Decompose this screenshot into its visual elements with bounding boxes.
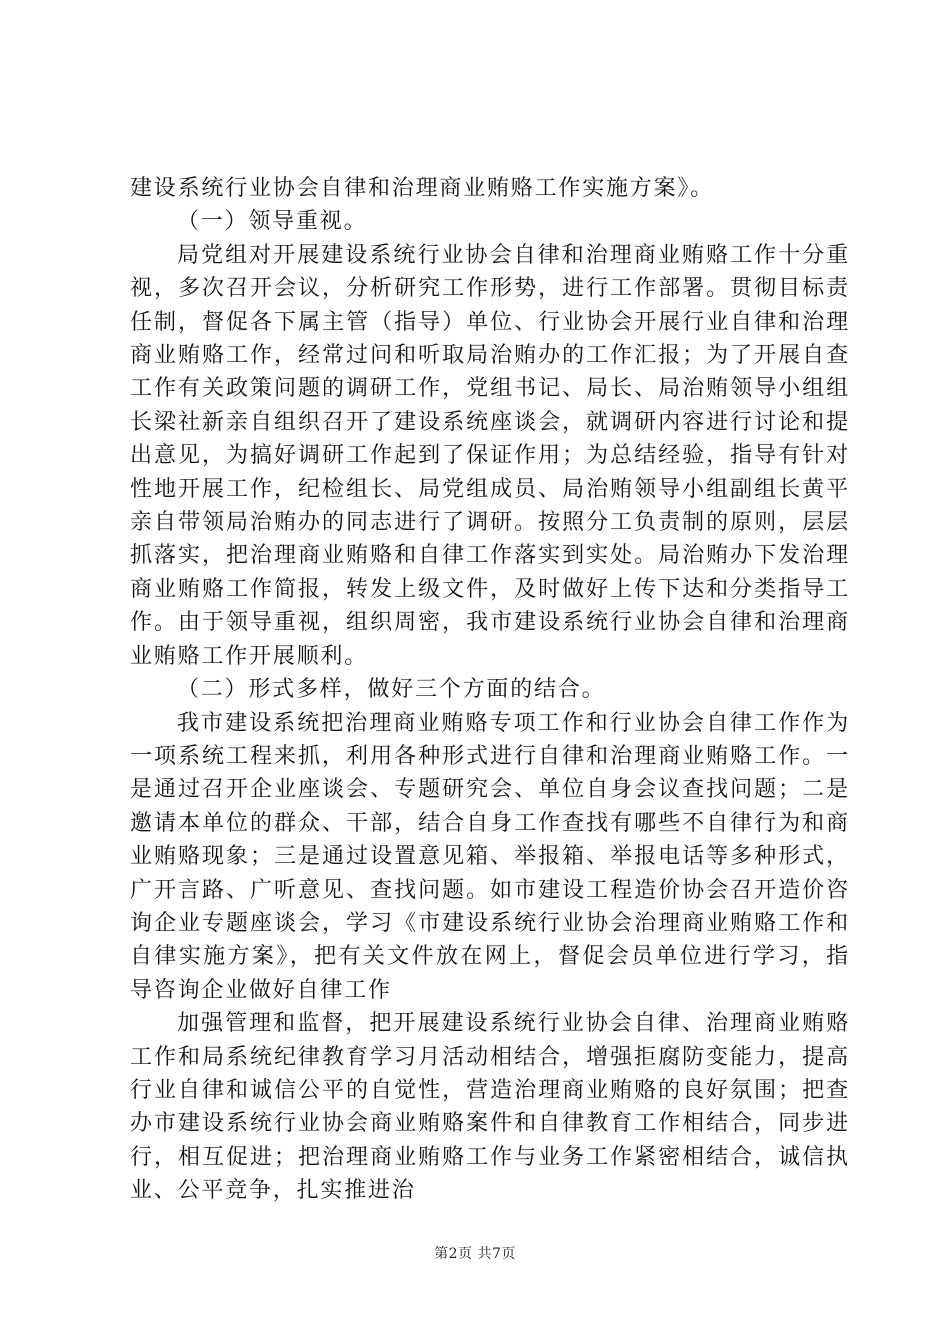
section-heading-forms: （二）形式多样，做好三个方面的结合。 [177, 677, 606, 703]
section-heading-leadership: （一）领导重视。 [177, 209, 368, 235]
paragraph-continuation: 建设系统行业协会自律和治理商业贿赂工作实施方案》。 [130, 176, 715, 201]
document-body [130, 172, 850, 1208]
paragraph-forms: 我市建设系统把治理商业贿赂专项工作和行业协会自律工作作为一项系统工程来抓，利用各种形式进行自律和治理商业贿赂工作。一是通过召开企业座谈会、专题研究会、单位自身会议查找问题；二是邀请本单位的群众、干部，结合自身工作查找有哪些不自律行为和商业贿赂现象；三是通过设置意见箱、举报箱、举报电话等多种形式，广开言路、广听意见、查找问题。如市建设工程造价协会召开造价咨询企业专题座谈会，学习《市建设系统行业协会治理商业贿赂工作和自律实施方案》，把有关文件放在网上，督促会员单位进行学习，指导咨询企业做好自律工作 [130, 710, 850, 1003]
paragraph-leadership: 局党组对开展建设系统行业协会自律和治理商业贿赂工作十分重视，多次召开会议，分析研究工作形势，进行工作部署。贯彻目标责任制，督促各下属主管（指导）单位、行业协会开展行业自律和治理商业贿赂工作，经常过问和听取局治贿办的工作汇报；为了开展自查工作有关政策问题的调研工作，党组书记、局长、局治贿领导小组组长梁社新亲自组织召开了建设系统座谈会，就调研内容进行讨论和提出意见，为搞好调研工作起到了保证作用；为总结经验，指导有针对性地开展工作，纪检组长、局党组成员、局治贿领导小组副组长黄平亲自带领局治贿办的同志进行了调研。按照分工负责制的原则，层层抓落实，把治理商业贿赂和自律工作落实到实处。局治贿办下发治理商业贿赂工作简报，转发上级文件，及时做好上传下达和分类指导工作。由于领导重视，组织周密，我市建设系统行业协会自律和治理商业贿赂工作开展顺利。 [130, 242, 850, 669]
page-footer: 第2页 共7页 [434, 1246, 516, 1262]
paragraph-supervision: 加强管理和监督，把开展建设系统行业协会自律、治理商业贿赂工作和局系统纪律教育学习月活动相结合，增强拒腐防变能力，提高行业自律和诚信公平的自觉性，营造治理商业贿赂的良好氛围；把查办市建设系统行业协会商业贿赂案件和自律教育工作相结合，同步进行，相互促进；把治理商业贿赂工作与业务工作紧密相结合，诚信执业、公平竞争，扎实推进治 [130, 1011, 850, 1204]
